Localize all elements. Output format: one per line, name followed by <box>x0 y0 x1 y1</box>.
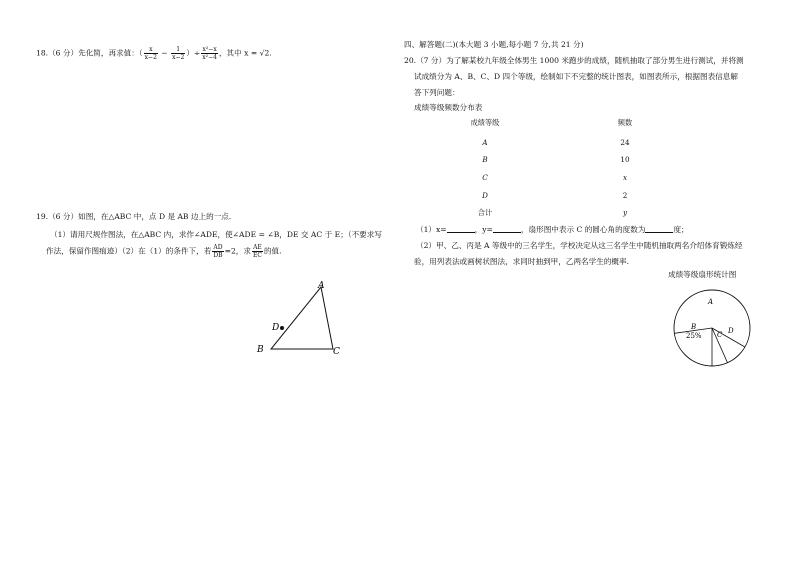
q20-line-2: 试成绩分为 A、B、C、D 四个等级，绘制如下不完整的统计图表，如图表所示，根据图表信息解 <box>414 72 738 81</box>
q19-line-3-c: 的值. <box>263 246 282 256</box>
sub1-text-x: （1）x= <box>416 225 447 234</box>
pie-slice-label-b: B <box>691 323 697 331</box>
answer-blank-y <box>493 224 521 233</box>
pie-group <box>674 290 750 366</box>
table-row <box>440 138 670 150</box>
triangle-abc <box>271 287 333 349</box>
q19-fraction-ad-db <box>212 244 223 259</box>
pie-slice-label-a: A <box>708 298 714 306</box>
frac-denominator: DB <box>213 252 223 259</box>
q18-suffix: ，其中 x = √2. <box>218 48 272 58</box>
pie-slice-label-d: D <box>728 327 734 335</box>
frac-denominator: EC <box>252 252 262 259</box>
table-header-frequency: 频数 <box>617 118 633 127</box>
table-row <box>440 173 670 185</box>
table-title: 成绩等级频数分布表 <box>414 103 483 112</box>
q18-line <box>36 46 272 61</box>
table-cell-frequency: 10 <box>620 155 630 164</box>
q19-line-2: （1）请用尺规作图法，在△ABC 内，求作∠ADE，使∠ADE = ∠B，DE 交 AC 于 E；（不要求写 <box>50 230 382 239</box>
table-cell-grade: C <box>482 173 488 182</box>
frac-numerator: x <box>144 46 158 54</box>
frac-denominator: x−2 <box>172 54 185 61</box>
table-row <box>440 208 670 220</box>
table-cell-grade: D <box>482 191 488 200</box>
pie-chart <box>672 284 762 374</box>
table-header-row <box>440 118 670 130</box>
point-d <box>280 326 284 330</box>
q20-line-1: 20.（7 分）为了解某校九年级全体男生 1000 米跑步的成绩，随机抽取了部分男生进行测试，并将测 <box>404 56 744 65</box>
q18-fraction-1 <box>144 46 158 61</box>
q20-sub2-line-2: 验，用列表法或画树状图法，求同时抽到甲，乙两名学生的概率. <box>414 257 630 266</box>
q19-line-1: 19.（6 分）如图，在△ABC 中，点 D 是 AB 边上的一点. <box>36 212 232 221</box>
table-cell-grade: B <box>482 155 488 164</box>
q20-line-3: 答下列问题： <box>414 88 460 97</box>
point-label-d: D <box>272 323 280 333</box>
frac-numerator: AE <box>253 244 262 251</box>
sub1-text-y: ，y= <box>474 225 493 234</box>
q20-sub1 <box>416 224 689 235</box>
q19-line-3-b: =2，求 <box>224 246 251 256</box>
q19-line-3-a: 作法，保留作图痕迹）（2）在（1）的条件下，若 <box>46 246 212 256</box>
section-heading: 四、解答题(二)(本大题 3 小题,每小题 7 分,共 21 分) <box>404 40 584 49</box>
table-cell-frequency: 2 <box>622 191 628 200</box>
q19-fraction-ae-ec <box>252 244 263 259</box>
frac-denominator: x−2 <box>144 54 157 61</box>
answer-blank-x <box>447 224 475 233</box>
table-row <box>440 191 670 203</box>
sub1-text-angle: ，扇形图中表示 C 的圆心角的度数为 <box>520 225 646 234</box>
table-header-grade: 成绩等级 <box>470 118 500 127</box>
sub1-text-degree: 度； <box>673 225 689 234</box>
frac-numerator: x²−x <box>202 46 217 53</box>
table-cell-frequency: x <box>622 173 628 182</box>
frac-denominator: x²−4 <box>202 54 217 61</box>
table-row <box>440 155 670 167</box>
divide-sign: ）÷ <box>186 48 201 58</box>
q18-fraction-3 <box>201 46 218 61</box>
frac-numerator: 1 <box>171 46 185 54</box>
triangle-figure <box>250 278 350 358</box>
q18-fraction-2 <box>171 46 185 61</box>
table-cell-frequency: 24 <box>620 138 630 147</box>
q20-sub2-line-1: （2）甲、乙、丙是 A 等级中的三名学生，学校决定从这三名学生中随机抽取两名介绍体育锻炼经 <box>416 241 743 250</box>
vertex-label-c: C <box>333 347 340 357</box>
table-cell-grade: 合计 <box>477 208 493 217</box>
q19-line-3 <box>46 244 282 259</box>
table-cell-grade: A <box>482 138 488 147</box>
pie-slice-label-c: C <box>717 331 723 339</box>
chart-title: 成绩等级扇形统计图 <box>668 270 737 279</box>
pie-slice-b-percent: 25% <box>686 332 702 340</box>
vertex-label-a: A <box>318 281 325 291</box>
frac-numerator: AD <box>213 244 223 251</box>
q18-prefix: 18.（6 分）先化简，再求值：（ <box>36 48 143 58</box>
table-cell-frequency: y <box>622 208 628 217</box>
answer-blank-angle <box>645 224 673 233</box>
vertex-label-b: B <box>257 345 264 355</box>
minus-sign: − <box>158 48 171 58</box>
